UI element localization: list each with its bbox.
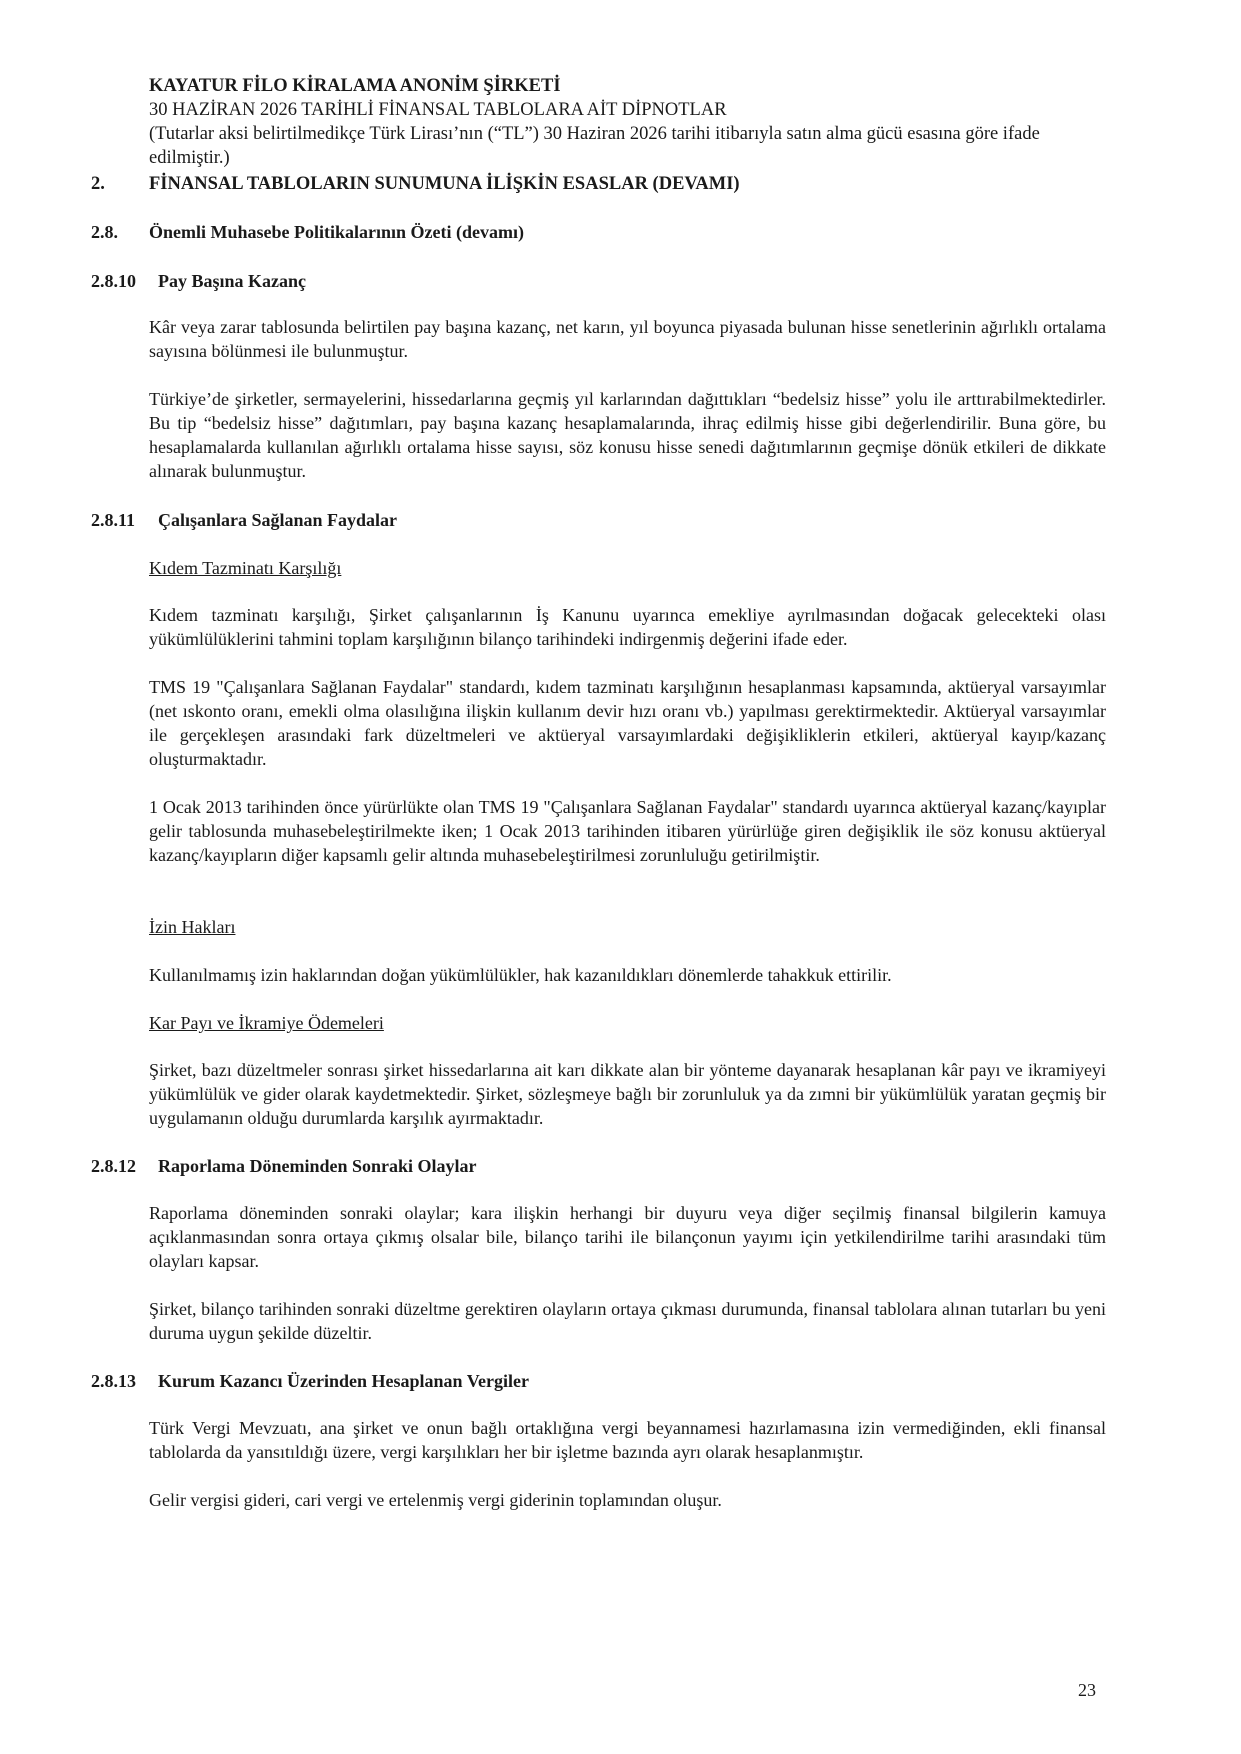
- heading-number: 2.8.11: [91, 510, 136, 530]
- section-title: FİNANSAL TABLOLARIN SUNUMUNA İLİŞKİN ESASLAR (DEVAMI): [149, 174, 740, 194]
- subsection-heading: [91, 220, 524, 244]
- heading-title: Kurum Kazancı Üzerinden Hesaplanan Vergiler: [158, 1371, 529, 1391]
- subheading: Kıdem Tazminatı Karşılığı: [149, 558, 342, 578]
- paragraph: Gelir vergisi gideri, cari vergi ve ertelenmiş vergi giderinin toplamından oluşur.: [149, 1490, 722, 1510]
- paragraph: Kâr veya zarar tablosunda belirtilen pay başına kazanç, net karın, yıl boyunca piyasada bulunan hisse senetlerinin ağırlıklı ortalama sayısına bölünmesi ile bulunmuştur.: [149, 317, 1106, 361]
- subheading: Kar Payı ve İkramiye Ödemeleri: [149, 1013, 384, 1033]
- heading-number: 2.8.13: [91, 1371, 136, 1391]
- heading-2-8-12: [91, 1154, 477, 1178]
- heading-2-8-10: [91, 269, 307, 293]
- header-note: (Tutarlar aksi belirtilmedikçe Türk Lirası’nın (“TL”) 30 Haziran 2026 tarihi itibarıyla satın alma gücü esasına göre ifade edilmiştir.): [149, 124, 1040, 168]
- paragraph: Türk Vergi Mevzuatı, ana şirket ve onun bağlı ortaklığına vergi beyannamesi hazırlamasına izin vermediğinden, ekli finansal tablolarda da yansıtıldığı üzere, vergi karşılıkları her bir işletme bazında ayrı olarak hesaplanmıştır.: [149, 1418, 1106, 1462]
- subheading: İzin Hakları: [149, 917, 236, 937]
- heading-title: Raporlama Döneminden Sonraki Olaylar: [158, 1156, 477, 1176]
- subsection-number: 2.8.: [91, 222, 118, 242]
- paragraph: Türkiye’de şirketler, sermayelerini, hissedarlarına geçmiş yıl karlarından dağıttıkları “bedelsiz hisse” yolu ile arttırabilmektedirler. Bu tip “bedelsiz hisse” dağıtımları, pay başına kazanç hesaplamalarında, ihraç edilmiş hisse gibi değerlendirilir. Buna göre, bu hesaplamalarda kullanılan ağırlıklı ortalama hisse sayısı, söz konusu hisse senedi dağıtımlarının geçmişe dönük etkileri de dikkate alınarak bulunmuştur.: [149, 389, 1106, 481]
- paragraph: Kullanılmamış izin haklarından doğan yükümlülükler, hak kazanıldıkları dönemlerde tahakkuk ettirilir.: [149, 965, 892, 985]
- paragraph: Raporlama döneminden sonraki olaylar; kara ilişkin herhangi bir duyuru veya diğer seçilmiş finansal bilgilerin kamuya açıklanmasından sonra ortaya çıkmış olsalar bile, bilanço tarihi ile bilançonun yayımı için yetkilendirilme tarihi arasındaki tüm olayları kapsar.: [149, 1203, 1106, 1271]
- heading-2-8-13: [91, 1369, 529, 1393]
- paragraph: Kıdem tazminatı karşılığı, Şirket çalışanlarının İş Kanunu uyarınca emekliye ayrılmasından doğacak gelecekteki olası yükümlülüklerini tahmini toplam karşılığının bilanço tarihindeki indirgenmiş değerini ifade eder.: [149, 605, 1106, 649]
- paragraph: 1 Ocak 2013 tarihinden önce yürürlükte olan TMS 19 "Çalışanlara Sağlanan Faydalar" standardı uyarınca aktüeryal kazanç/kayıplar gelir tablosunda muhasebeleştirilmekte iken; 1 Ocak 2013 tarihinden itibaren yürürlüğe giren değişiklik ile söz konusu aktüeryal kazanç/kayıpların diğer kapsamlı gelir altında muhasebeleştirilmesi zorunluluğu getirilmiştir.: [149, 797, 1106, 865]
- page-number: 23: [1078, 1680, 1096, 1700]
- paragraph: Şirket, bazı düzeltmeler sonrası şirket hissedarlarına ait karı dikkate alan bir yönteme dayanarak hesaplanan kâr payı ve ikramiyeyi yükümlülük ve gider olarak kaydetmektedir. Şirket, sözleşmeye bağlı bir zorunluluk ya da zımni bir yükümlülük yaratan geçmiş bir uygulamanın olduğu durumlarda karşılık ayırmaktadır.: [149, 1060, 1106, 1128]
- heading-title: Çalışanlara Sağlanan Faydalar: [158, 510, 398, 530]
- page-header: [149, 74, 1109, 170]
- subsection-title: Önemli Muhasebe Politikalarının Özeti (devamı): [149, 222, 524, 242]
- heading-number: 2.8.12: [91, 1156, 136, 1176]
- company-name: KAYATUR FİLO KİRALAMA ANONİM ŞİRKETİ: [149, 76, 561, 96]
- heading-2-8-11: [91, 508, 398, 532]
- heading-title: Pay Başına Kazanç: [158, 271, 307, 291]
- header-title: 30 HAZİRAN 2026 TARİHLİ FİNANSAL TABLOLARA AİT DİPNOTLAR: [149, 100, 727, 120]
- section-number: 2.: [91, 174, 105, 194]
- paragraph: Şirket, bilanço tarihinden sonraki düzeltme gerektiren olayların ortaya çıkması durumunda, finansal tablolara alınan tutarları bu yeni duruma uygun şekilde düzeltir.: [149, 1299, 1106, 1343]
- paragraph: TMS 19 "Çalışanlara Sağlanan Faydalar" standardı, kıdem tazminatı karşılığının hesaplanması kapsamında, aktüeryal varsayımlar (net ıskonto oranı, emekli olma olasılığına ilişkin kullanım devir hızı oranı vb.) yapılması gerektirmektedir. Aktüeryal varsayımlar ile gerçekleşen arasındaki fark düzeltmeleri ve aktüeryal varsayımlardaki değişikliklerin etkileri, aktüeryal kayıp/kazanç oluşturmaktadır.: [149, 677, 1106, 769]
- heading-number: 2.8.10: [91, 271, 136, 291]
